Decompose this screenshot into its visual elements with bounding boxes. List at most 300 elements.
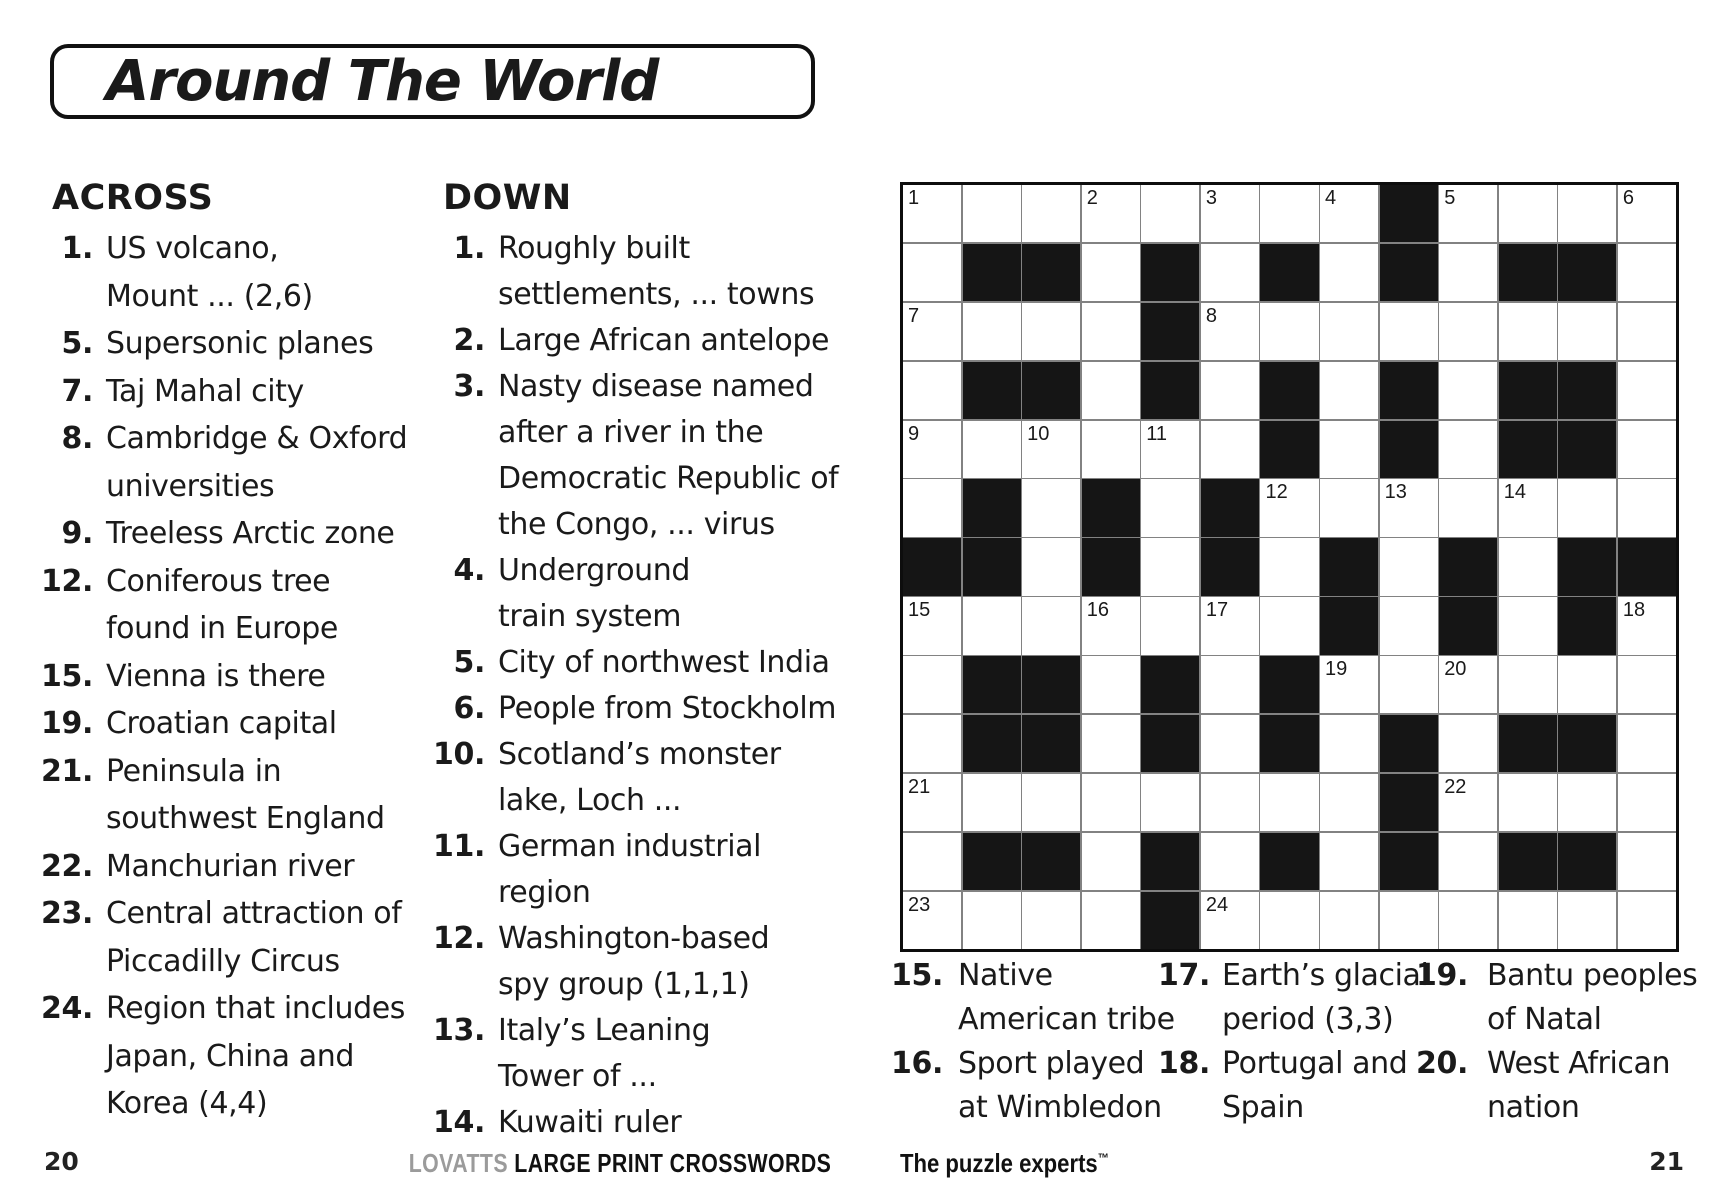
grid-cell[interactable] xyxy=(1618,244,1676,301)
clue-line xyxy=(1132,1090,1428,1134)
cell-number: 13 xyxy=(1384,481,1407,504)
clue-line xyxy=(1397,1046,1697,1090)
grid-cell[interactable] xyxy=(1618,479,1676,536)
clue-number: 3. xyxy=(453,369,485,404)
grid-cell-black xyxy=(1380,185,1438,242)
grid-cell[interactable] xyxy=(1499,892,1557,949)
clue-text: period (3,3) xyxy=(1222,1002,1394,1037)
cell-number: 4 xyxy=(1325,187,1337,209)
grid-cell[interactable] xyxy=(1618,715,1676,772)
grid-cell[interactable] xyxy=(1082,597,1140,654)
clue-number: 19. xyxy=(41,706,93,741)
grid-cell-black xyxy=(963,362,1021,419)
grid-cell-black xyxy=(1022,244,1080,301)
clue-text: US volcano, xyxy=(106,231,279,266)
grid-cell-black xyxy=(1558,538,1616,595)
clue-text: region xyxy=(498,875,591,910)
clue-line xyxy=(408,921,838,967)
grid-cell[interactable] xyxy=(1380,303,1438,360)
grid-cell[interactable] xyxy=(1260,774,1318,831)
grid-cell[interactable] xyxy=(1499,303,1557,360)
clue-line xyxy=(30,944,407,992)
grid-cell[interactable] xyxy=(1320,656,1378,713)
grid-cell[interactable] xyxy=(1320,892,1378,949)
grid-cell[interactable] xyxy=(1082,244,1140,301)
clue-text: Region that includes xyxy=(106,991,406,1026)
down-header: DOWN xyxy=(443,178,572,218)
clue-line xyxy=(408,323,838,369)
grid-cell[interactable] xyxy=(1618,185,1676,242)
puzzle-title: Around The World xyxy=(106,49,659,114)
publisher-brand xyxy=(408,1148,831,1179)
grid-cell[interactable] xyxy=(1201,362,1259,419)
grid-cell-black xyxy=(1260,656,1318,713)
clue-number: 15. xyxy=(41,658,93,694)
cell-number: 22 xyxy=(1444,775,1467,798)
grid-cell[interactable] xyxy=(903,303,961,360)
grid-cell[interactable] xyxy=(903,597,961,654)
grid-cell[interactable] xyxy=(1022,538,1080,595)
grid-cell[interactable] xyxy=(1320,715,1378,772)
down-clue-list xyxy=(408,231,838,1151)
grid-cell-black xyxy=(1022,833,1080,890)
clue-text: settlements, ... towns xyxy=(498,277,815,312)
clue-text: the Congo, ... virus xyxy=(498,507,775,542)
grid-cell[interactable] xyxy=(1439,833,1497,890)
grid-cell[interactable] xyxy=(1439,421,1497,478)
grid-cell[interactable] xyxy=(1260,479,1318,536)
grid-cell[interactable] xyxy=(903,715,961,772)
clue-text: train system xyxy=(498,599,682,634)
grid-cell-black xyxy=(1380,362,1438,419)
clue-text: Korea (4,4) xyxy=(106,1086,268,1121)
grid-cell-black xyxy=(1141,833,1199,890)
grid-cell-black xyxy=(963,715,1021,772)
clue-text: of Natal xyxy=(1487,1002,1602,1037)
grid-cell-black xyxy=(1499,833,1557,890)
grid-cell[interactable] xyxy=(1320,421,1378,478)
clue-text: Democratic Republic of xyxy=(498,461,839,496)
clue-text: Scotland’s monster xyxy=(498,737,781,772)
tagline-text: The puzzle experts xyxy=(900,1148,1098,1178)
grid-cell[interactable] xyxy=(1320,479,1378,536)
grid-cell-black xyxy=(1141,362,1199,419)
grid-cell-black xyxy=(963,479,1021,536)
grid-cell[interactable] xyxy=(1201,185,1259,242)
clue-number: 15. xyxy=(891,958,943,993)
grid-cell[interactable] xyxy=(963,185,1021,242)
clue-line xyxy=(868,1046,1175,1090)
page-number-right: 21 xyxy=(1649,1147,1684,1176)
clue-text: Underground xyxy=(498,553,691,588)
grid-cell[interactable] xyxy=(1022,892,1080,949)
puzzle-title-box xyxy=(50,44,815,119)
grid-cell[interactable] xyxy=(1380,479,1438,536)
clue-text: found in Europe xyxy=(106,611,338,646)
grid-cell[interactable] xyxy=(1260,597,1318,654)
grid-cell[interactable] xyxy=(903,421,961,478)
clue-text: Japan, China and xyxy=(106,1038,355,1074)
clue-line xyxy=(30,706,407,754)
grid-cell[interactable] xyxy=(1499,656,1557,713)
clue-line xyxy=(408,967,838,1013)
grid-cell[interactable] xyxy=(1082,715,1140,772)
across-header: ACROSS xyxy=(52,178,214,218)
grid-cell-black xyxy=(1260,833,1318,890)
cell-number: 24 xyxy=(1205,893,1229,916)
clue-line xyxy=(30,849,407,897)
clue-number: 1. xyxy=(61,231,93,266)
clue-text: Nasty disease named xyxy=(498,369,814,404)
grid-cell[interactable] xyxy=(963,421,1021,478)
grid-cell[interactable] xyxy=(1618,421,1676,478)
cell-number: 14 xyxy=(1503,481,1527,504)
grid-cell-black xyxy=(1022,715,1080,772)
grid-cell[interactable] xyxy=(1141,538,1199,595)
cell-number: 9 xyxy=(908,422,920,445)
clue-number: 19. xyxy=(1416,958,1468,993)
cell-number: 10 xyxy=(1027,422,1050,445)
grid-cell[interactable] xyxy=(1618,303,1676,360)
grid-cell[interactable] xyxy=(1082,892,1140,949)
clue-line xyxy=(30,326,407,374)
clue-line xyxy=(408,369,838,415)
clue-text: People from Stockholm xyxy=(498,691,837,726)
cell-number: 6 xyxy=(1622,187,1635,209)
clue-text: Italy’s Leaning xyxy=(498,1013,711,1048)
grid-cell[interactable] xyxy=(903,833,961,890)
clue-line xyxy=(408,737,838,783)
clue-line xyxy=(868,1002,1175,1046)
grid-cell[interactable] xyxy=(1439,774,1497,831)
clue-number: 17. xyxy=(1158,958,1210,993)
grid-cell[interactable] xyxy=(1201,421,1259,478)
grid-cell-black xyxy=(1499,715,1557,772)
grid-cell-black xyxy=(963,656,1021,713)
grid-cell[interactable] xyxy=(903,362,961,419)
clue-line xyxy=(408,875,838,921)
clue-text: Roughly built xyxy=(498,231,690,266)
grid-cell[interactable] xyxy=(1499,774,1557,831)
grid-cell-black xyxy=(1558,715,1616,772)
grid-cell-black xyxy=(1439,538,1497,595)
cell-number: 11 xyxy=(1146,422,1168,445)
grid-cell[interactable] xyxy=(1499,597,1557,654)
clue-text: Central attraction of xyxy=(106,896,402,931)
grid-cell[interactable] xyxy=(1022,185,1080,242)
grid-cell[interactable] xyxy=(1558,185,1616,242)
clue-text: at Wimbledon xyxy=(958,1090,1162,1125)
grid-cell-black xyxy=(1201,538,1259,595)
grid-cell-black xyxy=(1499,362,1557,419)
grid-cell-black xyxy=(1558,362,1616,419)
grid-cell[interactable] xyxy=(1022,774,1080,831)
grid-cell[interactable] xyxy=(1618,774,1676,831)
clue-number: 18. xyxy=(1158,1046,1210,1081)
grid-cell[interactable] xyxy=(1618,597,1676,654)
grid-cell-black xyxy=(1082,538,1140,595)
cell-number: 12 xyxy=(1265,481,1288,504)
clue-text: Piccadilly Circus xyxy=(106,943,340,979)
grid-cell[interactable] xyxy=(1201,833,1259,890)
grid-cell[interactable] xyxy=(1439,892,1497,949)
clue-text: Vienna is there xyxy=(106,658,326,694)
grid-cell[interactable] xyxy=(1499,185,1557,242)
clue-text: City of northwest India xyxy=(498,645,830,680)
clue-text: Peninsula in xyxy=(106,753,282,789)
clue-line xyxy=(30,516,407,564)
grid-cell-black xyxy=(1380,833,1438,890)
grid-cell[interactable] xyxy=(1201,597,1259,654)
grid-cell[interactable] xyxy=(1439,715,1497,772)
clue-text: Bantu peoples xyxy=(1487,958,1698,993)
clue-number: 1. xyxy=(453,231,485,266)
clue-line xyxy=(408,783,838,829)
clue-text: Coniferous tree xyxy=(106,563,331,599)
grid-cell[interactable] xyxy=(903,244,961,301)
grid-cell[interactable] xyxy=(1618,362,1676,419)
grid-cell[interactable] xyxy=(1558,774,1616,831)
grid-cell[interactable] xyxy=(1082,833,1140,890)
clue-number: 16. xyxy=(891,1046,943,1081)
grid-cell[interactable] xyxy=(1558,656,1616,713)
grid-cell[interactable] xyxy=(1082,774,1140,831)
grid-cell[interactable] xyxy=(1201,892,1259,949)
cell-number: 20 xyxy=(1444,658,1467,681)
trademark-symbol: ™ xyxy=(1097,1150,1109,1166)
clue-number: 11. xyxy=(433,829,485,864)
clue-number: 22. xyxy=(41,848,93,884)
grid-cell[interactable] xyxy=(1618,892,1676,949)
grid-cell[interactable] xyxy=(1260,892,1318,949)
grid-cell[interactable] xyxy=(1499,479,1557,536)
grid-cell[interactable] xyxy=(1022,479,1080,536)
grid-cell-black xyxy=(1320,538,1378,595)
grid-cell[interactable] xyxy=(1558,303,1616,360)
clue-line xyxy=(408,231,838,277)
clue-number: 21. xyxy=(41,753,93,789)
grid-cell[interactable] xyxy=(1380,538,1438,595)
grid-cell[interactable] xyxy=(1022,421,1080,478)
clue-number: 12. xyxy=(433,921,485,956)
cell-number: 15 xyxy=(908,599,931,622)
clue-text: Native xyxy=(958,958,1053,993)
grid-cell[interactable] xyxy=(1082,185,1140,242)
clue-number: 13. xyxy=(433,1013,485,1048)
grid-cell[interactable] xyxy=(903,656,961,713)
clue-line xyxy=(30,754,407,802)
grid-cell-black xyxy=(1380,421,1438,478)
publisher-tagline xyxy=(900,1148,1109,1179)
clue-line xyxy=(408,415,838,461)
grid-cell[interactable] xyxy=(1380,892,1438,949)
grid-cell[interactable] xyxy=(1439,656,1497,713)
grid-cell[interactable] xyxy=(1618,656,1676,713)
grid-cell[interactable] xyxy=(1320,303,1378,360)
grid-cell[interactable] xyxy=(1201,244,1259,301)
cell-number: 16 xyxy=(1086,599,1109,622)
clue-number: 10. xyxy=(433,737,485,772)
cell-number: 21 xyxy=(908,775,931,798)
page-number-left: 20 xyxy=(44,1147,79,1176)
grid-cell[interactable] xyxy=(903,774,961,831)
grid-cell-black xyxy=(1141,715,1199,772)
grid-cell[interactable] xyxy=(1260,303,1318,360)
grid-cell[interactable] xyxy=(1022,597,1080,654)
grid-cell[interactable] xyxy=(1380,656,1438,713)
grid-cell-black xyxy=(1260,421,1318,478)
grid-cell[interactable] xyxy=(1082,362,1140,419)
clue-text: Portugal and xyxy=(1222,1046,1408,1081)
grid-cell[interactable] xyxy=(1201,715,1259,772)
clue-text: German industrial xyxy=(498,829,762,864)
clue-text: West African xyxy=(1487,1046,1671,1081)
grid-cell[interactable] xyxy=(963,774,1021,831)
clue-line xyxy=(30,991,407,1039)
grid-cell[interactable] xyxy=(963,892,1021,949)
grid-cell[interactable] xyxy=(1022,303,1080,360)
grid-cell-black xyxy=(1141,303,1199,360)
clue-number: 23. xyxy=(41,896,93,931)
grid-cell-black xyxy=(1439,597,1497,654)
cell-number: 3 xyxy=(1205,187,1217,209)
grid-cell[interactable] xyxy=(1201,774,1259,831)
grid-cell[interactable] xyxy=(903,892,961,949)
grid-cell-black xyxy=(1022,362,1080,419)
grid-cell[interactable] xyxy=(1320,362,1378,419)
clue-number: 5. xyxy=(453,645,485,680)
grid-cell[interactable] xyxy=(1082,303,1140,360)
clue-line xyxy=(408,829,838,875)
clue-line xyxy=(868,958,1175,1002)
clue-line xyxy=(408,277,838,323)
clue-text: American tribe xyxy=(958,1002,1175,1037)
clue-line xyxy=(30,564,407,612)
grid-cell-black xyxy=(1141,244,1199,301)
clue-number: 6. xyxy=(453,691,485,726)
clue-line xyxy=(408,1013,838,1059)
grid-cell-black xyxy=(1141,892,1199,949)
cell-number: 23 xyxy=(908,893,931,916)
grid-cell[interactable] xyxy=(1141,185,1199,242)
clue-line xyxy=(30,896,407,944)
clue-text: after a river in the xyxy=(498,415,764,450)
grid-cell[interactable] xyxy=(903,479,961,536)
grid-cell[interactable] xyxy=(1082,656,1140,713)
grid-cell[interactable] xyxy=(1558,479,1616,536)
clue-text: Sport played xyxy=(958,1046,1145,1081)
clue-text: Washington-based xyxy=(498,921,770,956)
grid-cell-black xyxy=(1022,656,1080,713)
clue-text: Croatian capital xyxy=(106,706,337,741)
clue-line xyxy=(30,1086,407,1134)
clue-text: universities xyxy=(106,468,275,504)
grid-cell[interactable] xyxy=(1141,774,1199,831)
across-clue-list xyxy=(30,231,407,1134)
cell-number: 1 xyxy=(908,187,920,209)
clue-line xyxy=(868,1090,1175,1134)
cell-number: 17 xyxy=(1205,599,1229,622)
grid-cell-black xyxy=(1558,244,1616,301)
clue-number: 9. xyxy=(61,516,93,551)
clue-line xyxy=(30,421,407,469)
grid-cell[interactable] xyxy=(1141,597,1199,654)
grid-cell-black xyxy=(1558,597,1616,654)
clue-text: Taj Mahal city xyxy=(106,373,304,409)
clue-number: 4. xyxy=(453,553,485,588)
grid-cell-black xyxy=(1141,656,1199,713)
grid-cell[interactable] xyxy=(1201,656,1259,713)
grid-cell[interactable] xyxy=(1320,185,1378,242)
grid-cell[interactable] xyxy=(1558,892,1616,949)
grid-cell[interactable] xyxy=(1439,479,1497,536)
clue-number: 2. xyxy=(453,323,485,358)
grid-cell-black xyxy=(1558,833,1616,890)
clue-line xyxy=(30,611,407,659)
clue-line xyxy=(1397,1090,1697,1134)
grid-cell[interactable] xyxy=(1499,538,1557,595)
clue-line xyxy=(408,599,838,645)
clue-text: Kuwaiti ruler xyxy=(498,1105,682,1140)
grid-cell[interactable] xyxy=(1260,185,1318,242)
clue-line xyxy=(408,645,838,691)
grid-cell-black xyxy=(963,244,1021,301)
grid-cell[interactable] xyxy=(1260,538,1318,595)
clue-text: Treeless Arctic zone xyxy=(106,516,395,551)
grid-cell[interactable] xyxy=(1141,421,1199,478)
grid-cell[interactable] xyxy=(1082,421,1140,478)
clue-text: spy group (1,1,1) xyxy=(498,967,750,1002)
grid-cell[interactable] xyxy=(1439,303,1497,360)
grid-cell[interactable] xyxy=(1141,479,1199,536)
clue-line xyxy=(408,1105,838,1151)
grid-cell-black xyxy=(963,833,1021,890)
grid-cell[interactable] xyxy=(963,303,1021,360)
grid-cell-black xyxy=(1320,597,1378,654)
grid-cell[interactable] xyxy=(1439,244,1497,301)
grid-cell[interactable] xyxy=(963,597,1021,654)
clue-text: southwest England xyxy=(106,801,385,836)
grid-cell[interactable] xyxy=(1320,244,1378,301)
clue-number: 8. xyxy=(61,421,93,456)
grid-cell[interactable] xyxy=(1201,303,1259,360)
grid-cell-black xyxy=(1260,244,1318,301)
grid-cell[interactable] xyxy=(1439,185,1497,242)
cell-number: 19 xyxy=(1325,658,1348,681)
grid-cell[interactable] xyxy=(1439,362,1497,419)
grid-cell[interactable] xyxy=(1320,833,1378,890)
cell-number: 8 xyxy=(1205,304,1217,327)
cell-number: 5 xyxy=(1444,187,1456,209)
grid-cell-black xyxy=(963,538,1021,595)
bottom-clue-column-3 xyxy=(1397,958,1697,1134)
clue-line xyxy=(408,1059,838,1105)
clue-number: 7. xyxy=(61,373,93,409)
grid-cell-black xyxy=(1260,715,1318,772)
clue-line xyxy=(30,659,407,707)
clue-line xyxy=(408,507,838,553)
clue-number: 14. xyxy=(433,1105,485,1140)
grid-cell[interactable] xyxy=(1618,833,1676,890)
grid-cell[interactable] xyxy=(1320,774,1378,831)
grid-cell[interactable] xyxy=(903,185,961,242)
grid-cell[interactable] xyxy=(1380,597,1438,654)
clue-text: Supersonic planes xyxy=(106,326,374,361)
grid-cell-black xyxy=(1499,421,1557,478)
clue-line xyxy=(30,374,407,422)
grid-cell-black xyxy=(1260,362,1318,419)
clue-text: lake, Loch ... xyxy=(498,783,682,818)
